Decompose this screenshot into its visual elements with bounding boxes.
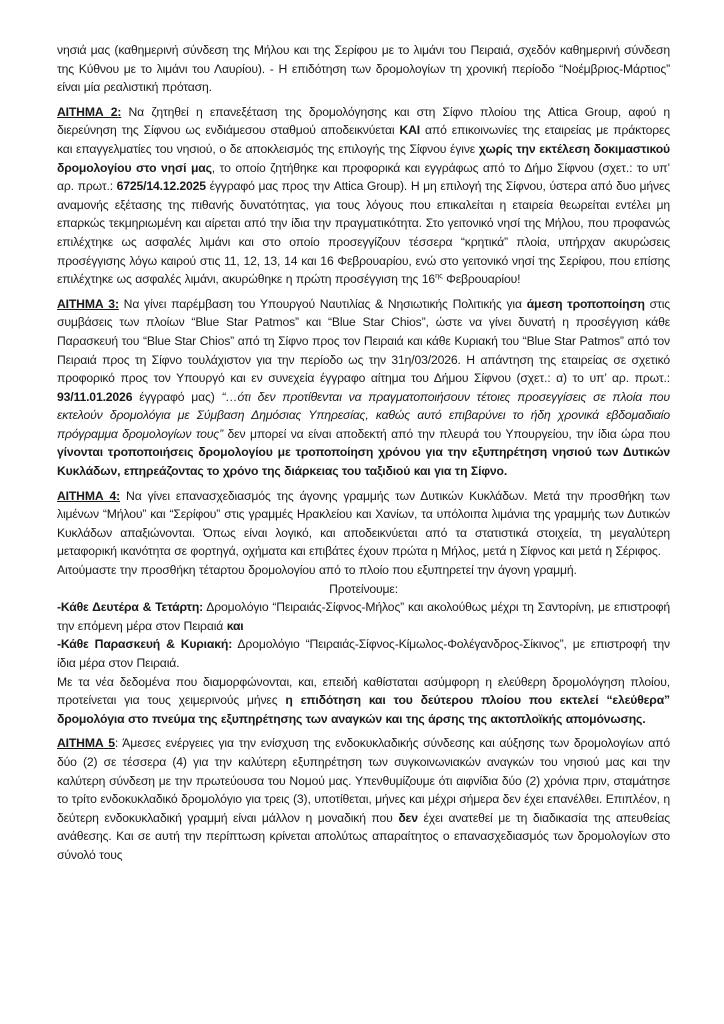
request-4-heading: ΑΙΤΗΜΑ 4: bbox=[57, 488, 121, 503]
request-4-ask: Αιτούμαστε την προσθήκη τέταρτου δρομολογίου από το πλοίο που εξυπηρετεί την άγονη γραμμή. bbox=[57, 563, 577, 578]
request-3-heading: ΑΙΤΗΜΑ 3: bbox=[57, 296, 119, 311]
request-4-subsidy: Με τα νέα δεδομένα που διαμορφώνονται, και, επειδή καθίσταται ασύμφορη η ελεύθερη δρομολόγηση πλοίου, προτείνεται για τους χειμερινούς μήνες η επιδότηση και του δεύτερου πλοίου που εκτελεί “ελεύθερα” δρομολόγια στο πνεύμα της εξυπηρέτησης των αναγκών και της άρσης της ακτοπλοϊκής απομόνωσης. bbox=[57, 674, 670, 726]
proposal-option-1: -Κάθε Δευτέρα & Τετάρτη: Δρομολόγιο “Πειραιάς-Σίφνος-Μήλος” και ακολούθως μέχρι τη Σαντορίνη, με επιστροφή την επόμενη μέρα στον Πειραιά και bbox=[57, 600, 670, 633]
proposal-heading: Προτείνουμε: bbox=[329, 581, 398, 596]
request-3-paragraph: ΑΙΤΗΜΑ 3: Να γίνει παρέμβαση του Υπουργού Ναυτιλίας & Νησιωτικής Πολιτικής για άμεση τροποποίηση στις συμβάσεις των πλοίων “Blue Star Patmos” και “Blue Star Chios”, ώστε να γίνει δυνατή η προσέγγιση κάθε Παρασκευή του “Blue Star Chios” από τη Σίφνο προς τον Πειραιά και κάθε Κυριακή του “Blue Star Patmos” από τον Πειραιά προς τη Σίφνο τουλάχιστον για την περίοδο ως την 31η/03/2026. Η απάντηση της εταιρείας σε σχετικό προφορικό προς τον Υπουργό και εν συνεχεία έγγραφο αίτημα του Δήμου Σίφνου (σχετ.: α) το υπ’ αρ. πρωτ.: 93/11.01.2026 έγγραφό μας) “…ότι δεν προτίθενται να πραγματοποιήσουν τέτοιες προσεγγίσεις σε πλοία που εκτελούν δρομολόγια με Σύμβαση Δημόσιας Υπηρεσίας, καθώς αυτό επιβαρύνει το ήδη χρονικά εβδομαδιαίο πρόγραμμα δρομολογίων τους” δεν μπορεί να είναι αποδεκτή από την πλευρά του Υπουργείου, την ίδια ώρα που γίνονται τροποποιήσεις δρομολογίου με τροποποίηση χρόνου για την εξυπηρέτηση νησιού των Δυτικών Κυκλάδων, επηρεάζοντας το χρόνο της διάρκειας του ταξιδιού και για τη Σίφνο. bbox=[57, 296, 670, 479]
company-quote: “…ότι δεν προτίθενται να πραγματοποιήσουν τέτοιες προσεγγίσεις σε πλοία που εκτελούν δρομολόγια με Σύμβαση Δημόσιας Υπηρεσίας, καθώς αυτό επιβαρύνει το ήδη χρονικά εβδομαδιαίο πρόγραμμα δρομολογίων τους” bbox=[57, 389, 670, 441]
request-2-heading: ΑΙΤΗΜΑ 2: bbox=[57, 104, 122, 119]
request-5-heading: ΑΙΤΗΜΑ 5 bbox=[57, 736, 115, 751]
request-4-paragraph: ΑΙΤΗΜΑ 4: Να γίνει επανασχεδιασμός της άγονης γραμμής των Δυτικών Κυκλάδων. Μετά την προσθήκη των λιμένων “Μήλου” και “Σερίφου” στις γραμμές Ηρακλείου και Χανίων, τα υπόλοιπα λιμάνια της γραμμής των Δυτικών Κυκλάδων απαξιώνονται. Όπως είναι λογικό, και αποδεικνύεται από τα στατιστικά στοιχεία, τη μεγαλύτερη μεταφορική ικανότητα σε φορτηγά, οχήματα και επιβάτες έχουν πρώτα η Μήλος, μετά η Σίφνος και μετά η Σέριφος. bbox=[57, 488, 671, 559]
request-5-paragraph: ΑΙΤΗΜΑ 5: Άμεσες ενέργειες για την ενίσχυση της ενδοκυκλαδικής σύνδεσης και αύξησης των δρομολογίων από δύο (2) σε τέσσερα (4) για την καλύτερη εξυπηρέτηση των συγκοινωνιακών αναγκών του νησιού μας και την καλύτερη σύνδεση με την πρωτεύουσα του Νομού μας. Υπενθυμίζουμε ότι αιφνίδια δύο (2) χρόνια πριν, σταμάτησε το τρίτο ενδοκυκλαδικό δρομολόγιο για τρεις (3), υποτίθεται, μήνες και μέχρι σήμερα δεν έχει επανέλθει. Επιπλέον, η δεύτερη ενδοκυκλαδική γραμμή είναι μάλλον η μοναδική που δεν έχει ανατεθεί με τη διαδικασία της απευθείας ανάθεσης. Και σε αυτή την περίπτωση κρίνεται απολύτως απαραίτητος ο επανασχεδιασμός των δρομολογίων στο σύνολό τους bbox=[57, 736, 670, 862]
reference-number: 6725/14.12.2025 bbox=[116, 179, 206, 194]
reference-number: 93/11.01.2026 bbox=[57, 389, 133, 404]
request-2-paragraph: ΑΙΤΗΜΑ 2: Να ζητηθεί η επανεξέταση της δρομολόγησης και στη Σίφνο πλοίου της Attica Group, αφού η διερεύνηση της Σίφνου ως ενδιάμεσου σταθμού αποδεικνύεται ΚΑΙ από επικοινωνίες της εταιρείας με πράκτορες και επαγγελματίες του νησιού, ο δε αποκλεισμός της επιλογής της Σίφνου έγινε χωρίς την εκτέλεση δοκιμαστικού δρομολογίου στο νησί μας, το οποίο ζητήθηκε και προφορικά και εγγράφως από το Δήμο Σίφνου (σχετ.: το υπ’ αρ. πρωτ.: 6725/14.12.2025 έγγραφό μας προς την Attica Group). Η μη επιλογή της Σίφνου, ύστερα από δυο μήνες αναμονής εξέτασης της πιθανής δυνατότητας, για τους λόγους που επικαλείται η εταιρεία θεωρείται εντέλει μη επαρκώς τεκμηριωμένη και αίρεται από την ίδια την πραγματικότητα. Στο γειτονικό νησί της Μήλου, που προφανώς επιλέχτηκε ως ασφαλές λιμάνι και στο οποίο προσεγγίζουν τέσσερα “κρητικά” πλοία, υπήρχαν ακυρώσεις προσέγγισης λόγω καιρού στις 11, 12, 13, 14 και 16 Φεβρουαρίου, ενώ στο γειτονικό νησί της Σερίφου, που επίσης επιλέχτηκε ως ασφαλές λιμάνι, ακυρώθηκε η πρώτη προσέγγιση της $16^{\eta\varsigma}$ Φεβρουαρίου! bbox=[57, 104, 670, 287]
proposal-option-2: -Κάθε Παρασκευή & Κυριακή: Δρομολόγιο “Πειραιάς-Σίφνος-Κίμωλος-Φολέγανδρος-Σίκινος”, με επιστροφή την ίδια μέρα στον Πειραιά. bbox=[57, 637, 670, 670]
document-page bbox=[57, 41, 670, 865]
intro-paragraph: νησιά μας (καθημερινή σύνδεση της Μήλου και της Σερίφου με το λιμάνι του Πειραιά, σχεδόν καθημερινή σύνδεση της Κύθνου με το λιμάνι του Λαυρίου). - Η επιδότηση των δρομολογίων τη χρονική περίοδο “Νοέμβριος-Μάρτιος” είναι μία ρεαλιστική πρόταση. bbox=[57, 43, 670, 95]
